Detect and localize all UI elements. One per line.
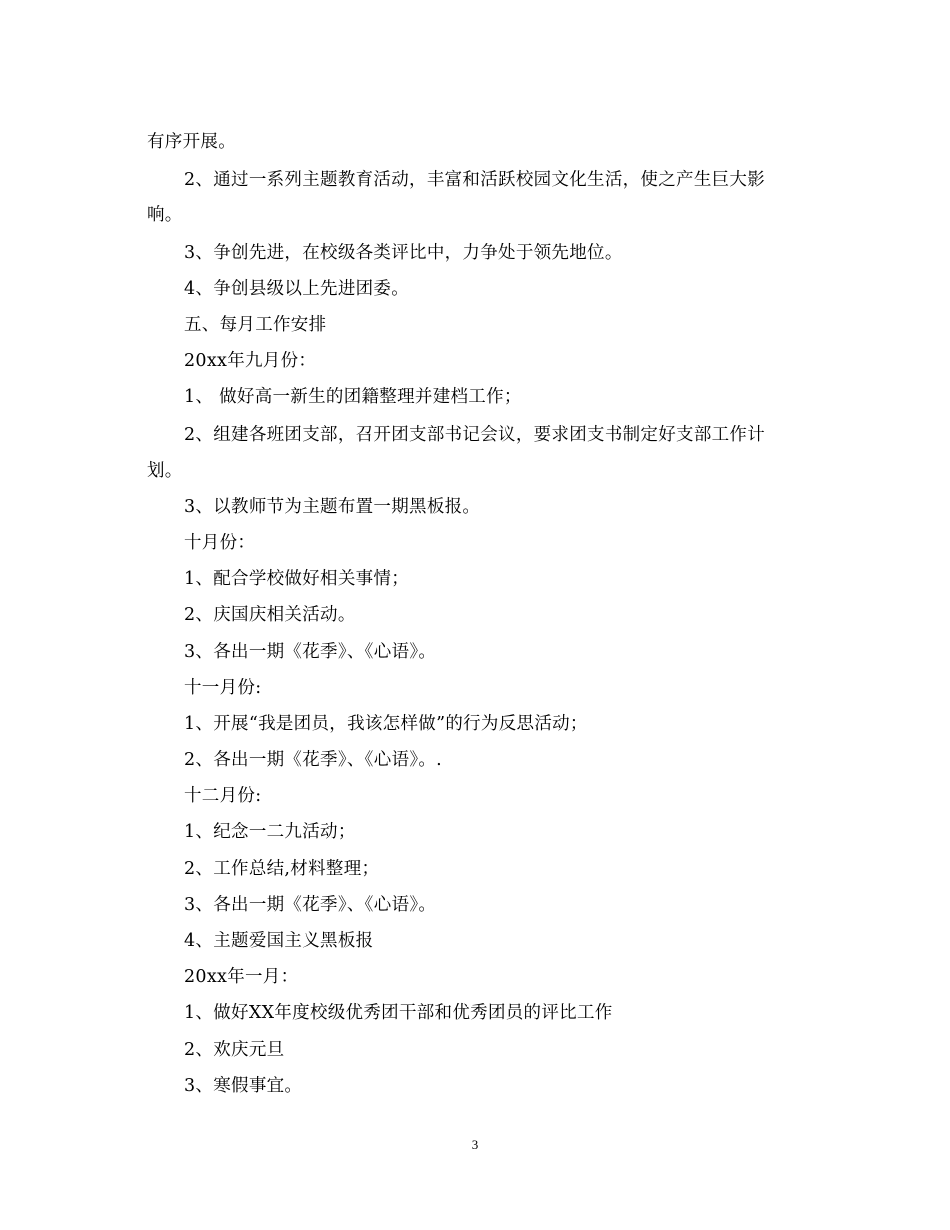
list-item: 2、各出一期《花季》、《心语》。. — [184, 750, 443, 770]
month-heading: 20xx年一月： — [184, 967, 299, 987]
paragraph-line: 4、争创县级以上先进团委。 — [184, 279, 410, 299]
month-heading: 十一月份: — [184, 678, 262, 698]
paragraph-line: 有序开展。 — [147, 132, 236, 152]
list-item: 2、组建各班团支部，召开团支部书记会议，要求团支书制定好支部工作计 — [184, 425, 766, 445]
month-heading: 十月份： — [184, 533, 256, 553]
month-heading: 十二月份: — [184, 786, 262, 806]
list-item: 1、开展“我是团员，我该怎样做”的行为反思活动； — [184, 714, 588, 734]
list-item: 3、以教师节为主题布置一期黑板报。 — [184, 497, 481, 517]
section-heading: 五、每月工作安排 — [184, 315, 327, 335]
list-item: 3、寒假事宜。 — [184, 1076, 303, 1096]
paragraph-line: 2、通过一系列主题教育活动，丰富和活跃校园文化生活，使之产生巨大影 — [184, 170, 766, 190]
list-item: 4、主题爱国主义黑板报 — [184, 931, 374, 951]
list-item: 2、欢庆元旦 — [184, 1040, 285, 1060]
month-heading: 20xx年九月份： — [184, 351, 317, 371]
paragraph-line: 响。 — [147, 205, 183, 225]
list-item: 1、纪念一二九活动； — [184, 822, 356, 842]
list-item: 2、工作总结,材料整理； — [184, 859, 380, 879]
list-item: 3、各出一期《花季》、《心语》。 — [184, 642, 437, 662]
paragraph-line: 3、争创先进，在校级各类评比中，力争处于领先地位。 — [184, 243, 623, 263]
paragraph-line: 划。 — [147, 461, 183, 481]
list-item: 1、配合学校做好相关事情； — [184, 569, 410, 589]
page-number: 3 — [471, 1137, 479, 1152]
list-item: 1、做好XX年度校级优秀团干部和优秀团员的评比工作 — [184, 1003, 613, 1023]
list-item: 2、庆国庆相关活动。 — [184, 605, 356, 625]
list-item: 1、 做好高一新生的团籍整理并建档工作； — [184, 387, 522, 407]
list-item: 3、各出一期《花季》、《心语》。 — [184, 895, 437, 915]
